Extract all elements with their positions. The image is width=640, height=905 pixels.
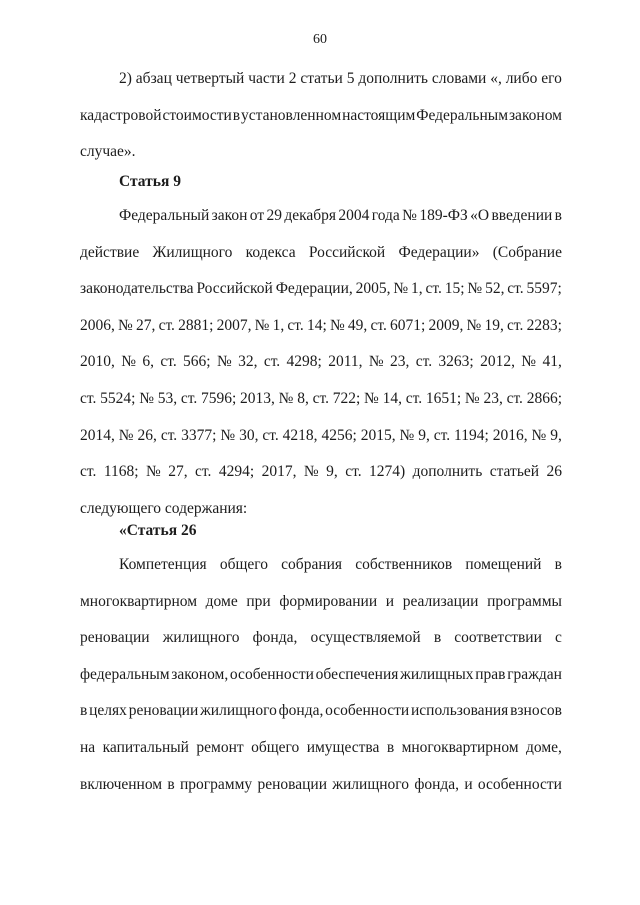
word: закон bbox=[211, 207, 248, 224]
word: Федеральный bbox=[119, 207, 210, 224]
word: ст. bbox=[506, 389, 523, 407]
word: фонда, bbox=[414, 775, 460, 793]
word: от bbox=[249, 207, 265, 224]
word: 2007, bbox=[216, 316, 252, 334]
word: 189-ФЗ bbox=[419, 207, 468, 224]
word: 2) bbox=[119, 70, 132, 87]
text-line bbox=[80, 381, 562, 418]
word: его bbox=[541, 70, 562, 87]
word: № bbox=[329, 316, 345, 334]
word: настоящим bbox=[342, 106, 416, 124]
paragraph-amendment-item-2 bbox=[80, 61, 562, 171]
word: 2011, bbox=[328, 353, 363, 371]
word: законом, bbox=[171, 665, 229, 683]
word: № bbox=[278, 389, 294, 407]
word: 30, bbox=[239, 426, 259, 444]
word: жилищного bbox=[200, 702, 277, 720]
word: Федеральным bbox=[416, 106, 509, 124]
word: 4294; bbox=[218, 463, 255, 481]
word: 41, bbox=[542, 353, 562, 371]
word: № bbox=[118, 426, 134, 444]
word: 722; bbox=[332, 389, 361, 407]
word: введении bbox=[491, 207, 553, 224]
word: 26 bbox=[546, 463, 562, 481]
word: Российской bbox=[196, 280, 273, 298]
word: 49, bbox=[347, 316, 368, 334]
word: многоквартирном bbox=[401, 738, 519, 756]
word: фонда, bbox=[278, 702, 324, 720]
word: взносов bbox=[510, 702, 562, 720]
paragraph-article-9-body bbox=[80, 198, 562, 527]
word: 1168; bbox=[103, 463, 139, 481]
word: реновации bbox=[257, 775, 327, 793]
word: осуществляемой bbox=[310, 629, 421, 647]
word: ст. bbox=[370, 316, 387, 334]
word: программы bbox=[487, 592, 562, 610]
word: 9, bbox=[550, 426, 562, 444]
word: 14; bbox=[306, 316, 327, 334]
word: 26, bbox=[137, 426, 157, 444]
word: 6071; bbox=[390, 316, 426, 334]
word: Компетенция bbox=[119, 556, 207, 573]
word: законодательства bbox=[80, 280, 194, 298]
heading-article-26: «Статья 26 bbox=[119, 522, 197, 539]
word: в bbox=[80, 702, 88, 720]
text-line bbox=[80, 235, 562, 272]
word: декабря bbox=[284, 207, 337, 224]
word: либо bbox=[505, 70, 538, 87]
word: ст. bbox=[507, 316, 524, 334]
word: реновации bbox=[128, 702, 199, 720]
word: собрания bbox=[281, 556, 343, 573]
word: № bbox=[220, 426, 236, 444]
word: собственников bbox=[355, 556, 453, 573]
word: № bbox=[466, 316, 482, 334]
word: ст. bbox=[345, 463, 362, 481]
text-line bbox=[80, 693, 562, 730]
word: реализации bbox=[402, 592, 479, 610]
word: 4298; bbox=[286, 353, 322, 371]
text-line bbox=[80, 584, 562, 621]
word: ст. bbox=[263, 353, 281, 371]
word: жилищных bbox=[400, 665, 474, 683]
word: федеральным bbox=[80, 665, 170, 683]
word: 1, bbox=[411, 280, 423, 298]
word: в bbox=[433, 629, 442, 647]
word: ст. bbox=[262, 426, 279, 444]
word: 9, bbox=[326, 463, 338, 481]
word: имущества bbox=[306, 738, 380, 756]
word: кодекса bbox=[245, 243, 296, 261]
word: ст. bbox=[507, 280, 524, 298]
word: дополнить bbox=[358, 70, 428, 87]
text-line: случае». bbox=[80, 143, 136, 161]
word: четвертый bbox=[175, 70, 245, 87]
word: 2012, bbox=[480, 353, 515, 371]
word: обеспечения bbox=[315, 665, 399, 683]
word: жилищного bbox=[332, 775, 410, 793]
word: в bbox=[554, 556, 562, 573]
word: № bbox=[254, 316, 270, 334]
word: общего bbox=[219, 556, 269, 573]
word: 1, bbox=[272, 316, 285, 334]
text-line bbox=[80, 198, 562, 235]
word: в bbox=[554, 207, 562, 224]
word: 1274) bbox=[369, 463, 406, 481]
word: части bbox=[248, 70, 285, 87]
word: 27, bbox=[168, 463, 188, 481]
word: № bbox=[145, 463, 161, 481]
word: 4256; bbox=[321, 426, 357, 444]
word: установленном bbox=[241, 106, 342, 124]
word: соответствии bbox=[454, 629, 542, 647]
word: 3377; bbox=[181, 426, 217, 444]
word: Жилищного bbox=[152, 243, 233, 261]
word: 8, bbox=[297, 389, 309, 407]
word: 2006, bbox=[80, 316, 115, 334]
word: прав bbox=[475, 665, 506, 683]
word: ремонт bbox=[196, 738, 244, 756]
word: Российской bbox=[308, 243, 386, 261]
word: № bbox=[364, 389, 379, 407]
word: 2010, bbox=[80, 353, 115, 371]
word: № bbox=[216, 353, 232, 371]
word: 5 bbox=[346, 70, 355, 87]
word: в bbox=[232, 106, 241, 124]
word: 2009, bbox=[428, 316, 464, 334]
word: № bbox=[393, 280, 409, 298]
text-line bbox=[80, 61, 562, 98]
word: статьи bbox=[300, 70, 343, 87]
word: действие bbox=[80, 243, 140, 261]
word: № bbox=[368, 353, 384, 371]
word: с bbox=[555, 629, 562, 647]
text-line bbox=[80, 620, 562, 657]
word: 14, bbox=[382, 389, 402, 407]
text-line bbox=[80, 271, 562, 308]
word: при bbox=[246, 592, 271, 610]
word: Федерации» bbox=[398, 243, 480, 261]
word: 2005, bbox=[355, 280, 391, 298]
word: особенности bbox=[477, 775, 562, 793]
word: 2283; bbox=[526, 316, 562, 334]
word: программу bbox=[180, 775, 253, 793]
word: кадастровой bbox=[80, 106, 162, 124]
word: ст. bbox=[160, 353, 177, 371]
word: стоимости bbox=[162, 106, 232, 124]
word: в bbox=[386, 738, 395, 756]
word: 2016, bbox=[492, 426, 528, 444]
word: 4218, bbox=[282, 426, 318, 444]
word: 2881; bbox=[178, 316, 214, 334]
word: «, bbox=[490, 70, 502, 87]
word: доме, bbox=[526, 738, 562, 756]
word: 2015, bbox=[360, 426, 396, 444]
word: ст. bbox=[80, 463, 97, 481]
word: Федерации, bbox=[275, 280, 353, 298]
text-line bbox=[80, 98, 562, 135]
word: словами bbox=[431, 70, 487, 87]
word: ст. bbox=[433, 426, 451, 444]
word: целях bbox=[89, 702, 127, 720]
word: № bbox=[531, 426, 547, 444]
word: 5524; bbox=[100, 389, 136, 407]
word: 23, bbox=[483, 389, 503, 407]
word: ст. bbox=[180, 389, 198, 407]
text-line bbox=[80, 454, 562, 491]
word: № bbox=[521, 353, 537, 371]
word: 3263; bbox=[438, 353, 474, 371]
word: 52, bbox=[485, 280, 505, 298]
text-line bbox=[80, 344, 562, 381]
word: ст. bbox=[312, 389, 329, 407]
word: граждан bbox=[507, 665, 562, 683]
word: 32, bbox=[238, 353, 258, 371]
word: 27, bbox=[136, 316, 156, 334]
word: 566; bbox=[183, 353, 211, 371]
word: общего bbox=[251, 738, 300, 756]
text-line bbox=[80, 730, 562, 767]
word: абзац bbox=[135, 70, 172, 87]
page-number: 60 bbox=[313, 32, 327, 47]
word: и bbox=[385, 592, 395, 610]
word: 2004 bbox=[338, 207, 370, 224]
word: статьей bbox=[489, 463, 540, 481]
word: № bbox=[118, 316, 133, 334]
word: № bbox=[467, 280, 483, 298]
word: № bbox=[303, 463, 319, 481]
word: жилищного bbox=[162, 629, 240, 647]
word: № bbox=[464, 389, 480, 407]
word: в bbox=[167, 775, 175, 793]
word: формировании bbox=[279, 592, 378, 610]
text-line bbox=[80, 657, 562, 694]
word: доме bbox=[205, 592, 238, 610]
word: ст. bbox=[405, 389, 423, 407]
word: 6, bbox=[142, 353, 154, 371]
word: 23, bbox=[389, 353, 410, 371]
text-line bbox=[80, 308, 562, 345]
word: № bbox=[402, 207, 417, 224]
word: ст. bbox=[287, 316, 304, 334]
word: 9, bbox=[418, 426, 430, 444]
word: использования bbox=[410, 702, 509, 720]
heading-article-9: Статья 9 bbox=[119, 173, 181, 190]
text-line bbox=[80, 547, 562, 584]
word: 2013, bbox=[240, 389, 275, 407]
word: на bbox=[80, 738, 96, 756]
text-line bbox=[80, 767, 562, 804]
word: года bbox=[371, 207, 400, 224]
text-line bbox=[80, 418, 562, 455]
word: 5597; bbox=[526, 280, 562, 298]
word: (Собрание bbox=[492, 243, 562, 261]
word: ст. bbox=[80, 389, 97, 407]
word: ст. bbox=[160, 426, 178, 444]
word: «О bbox=[470, 207, 490, 224]
word: 2866; bbox=[526, 389, 562, 407]
word: ст. bbox=[195, 463, 212, 481]
word: дополнить bbox=[412, 463, 483, 481]
word: 1194; bbox=[454, 426, 489, 444]
word: 15; bbox=[444, 280, 465, 298]
word: 2014, bbox=[80, 426, 115, 444]
word: 19, bbox=[484, 316, 504, 334]
word: и bbox=[464, 775, 473, 793]
word: № bbox=[399, 426, 415, 444]
word: 7596; bbox=[200, 389, 237, 407]
word: капитальный bbox=[102, 738, 189, 756]
word: № bbox=[121, 353, 137, 371]
word: помещений bbox=[465, 556, 542, 573]
word: многоквартирном bbox=[80, 592, 198, 610]
word: 2017, bbox=[261, 463, 297, 481]
word: реновации bbox=[80, 629, 150, 647]
word: № bbox=[139, 389, 154, 407]
paragraph-article-26-body bbox=[80, 547, 562, 803]
word: особенности bbox=[325, 702, 410, 720]
word: особенности bbox=[229, 665, 314, 683]
word: 53, bbox=[157, 389, 178, 407]
word: ст. bbox=[158, 316, 175, 334]
word: включенном bbox=[80, 775, 163, 793]
text-line: следующего содержания: bbox=[80, 499, 248, 517]
word: 2 bbox=[288, 70, 297, 87]
word: ст. bbox=[415, 353, 433, 371]
word: 29 bbox=[266, 207, 282, 224]
word: ст. bbox=[425, 280, 442, 298]
word: законом bbox=[508, 106, 562, 124]
word: 1651; bbox=[425, 389, 462, 407]
word: фонда, bbox=[252, 629, 298, 647]
